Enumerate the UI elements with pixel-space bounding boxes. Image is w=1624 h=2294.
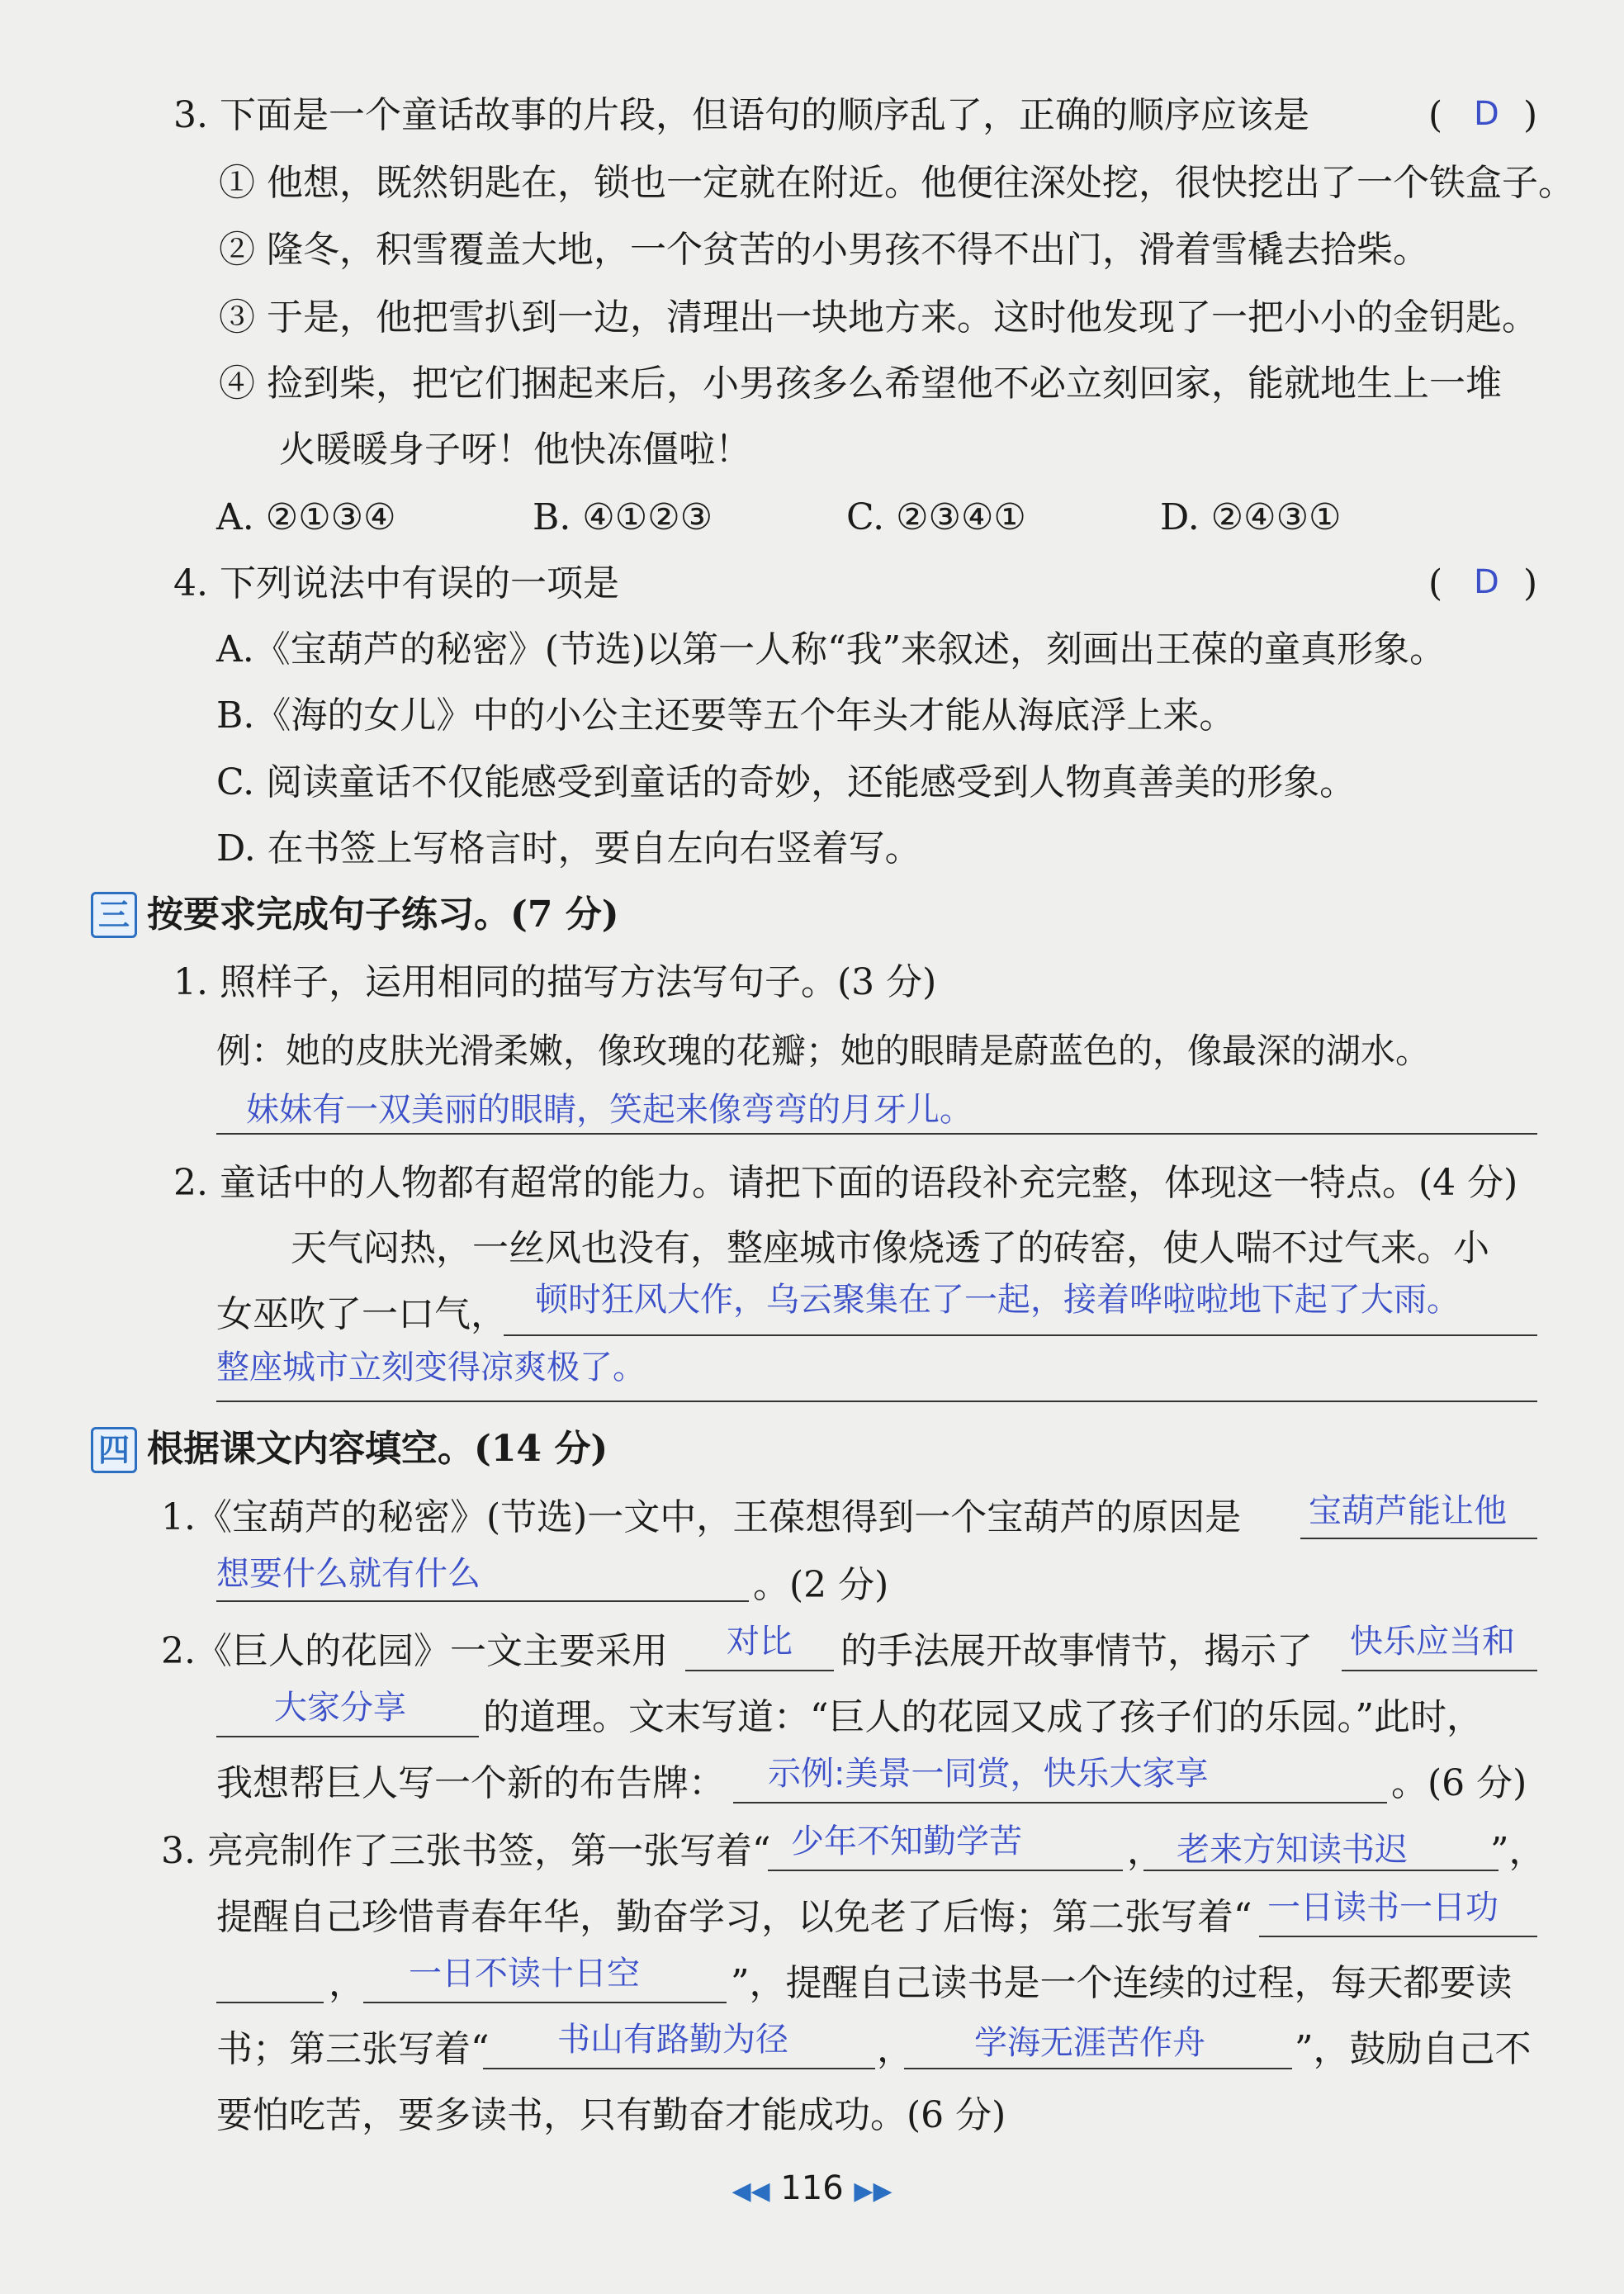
sec4-q3-text-c: 提醒自己珍惜青春年华，勤奋学习，以免老了后悔；第二张写着“ [216, 1896, 1252, 1938]
sec4-q3-answer-line-4 [363, 2002, 727, 2003]
sec4-q3-answer-6: 学海无涯苦作舟 [974, 2024, 1205, 2062]
sec4-q2-text-a: 2.《巨人的花园》一文主要采用 [161, 1630, 668, 1672]
sec4-q3-answer-4: 一日不读十日空 [409, 1955, 640, 1993]
sec4-q3-comma-3: ， [877, 2028, 913, 2070]
sec3-q1-answer-line [216, 1133, 1537, 1135]
sec4-q1-answer-line-2 [216, 1600, 749, 1602]
sec3-q1: 1. 照样子，运用相同的描写方法写句子。(3 分) [173, 961, 937, 1003]
sec4-q2-answer-line-2 [1342, 1670, 1537, 1671]
q3-sentence-1: ① 他想，既然钥匙在，锁也一定就在附近。他便往深处挖，很快挖出了一个铁盒子。 [219, 162, 1574, 204]
sec4-q3-answer-line-5 [483, 2068, 875, 2069]
sec3-q2-answer-line-2 [216, 1401, 1537, 1402]
sec4-q3-answer-1: 少年不知勤学苦 [791, 1822, 1022, 1860]
sec4-q3-answer-2: 老来方知读书迟 [1177, 1831, 1408, 1869]
sec3-q2-answer-line-1 [504, 1334, 1537, 1336]
q4-option-b: B.《海的女儿》中的小公主还要等五个年头才能从海底浮上来。 [216, 694, 1236, 737]
sec3-q1-answer: 妹妹有一双美丽的眼睛，笑起来像弯弯的月牙儿。 [246, 1091, 973, 1129]
sec4-q1-answer-2: 想要什么就有什么 [216, 1555, 481, 1593]
q3-sentence-2: ② 隆冬，积雪覆盖大地，一个贫苦的小男孩不得不出门，滑着雪橇去拾柴。 [219, 229, 1429, 271]
section-4-title: 根据课文内容填空。(14 分) [147, 1428, 608, 1470]
sec4-q1-end: 。(2 分) [753, 1564, 889, 1606]
sec3-example: 例：她的皮肤光滑柔嫩，像玫瑰的花瓣；她的眼睛是蔚蓝色的，像最深的湖水。 [216, 1031, 1431, 1071]
section-3-title: 按要求完成句子练习。(7 分) [147, 893, 619, 936]
sec4-q2-end: 。(6 分) [1391, 1762, 1527, 1804]
prev-arrows-icon: ◀◀ [732, 2177, 770, 2206]
sec4-q3-comma-1: ， [1127, 1830, 1163, 1872]
q3-sentence-4b: 火暖暖身子呀！他快冻僵啦！ [279, 429, 751, 471]
section-3-icon: 三 [91, 892, 137, 938]
sec4-q1-text: 1.《宝葫芦的秘密》(节选)一文中，王葆想得到一个宝葫芦的原因是 [161, 1496, 1242, 1538]
sec3-paragraph-line2: 女巫吹了一口气， [216, 1293, 507, 1335]
sec4-q3-answer-line-1 [768, 1870, 1123, 1871]
sec4-q2-answer-2: 快乐应当和 [1350, 1623, 1515, 1661]
sec4-q3-text-g: 要怕吃苦，要多读书，只有勤奋才能成功。(6 分) [216, 2094, 1006, 2136]
q4-stem: 4. 下列说法中有误的一项是 [173, 562, 619, 604]
sec4-q2-text-c: 的道理。文末写道：“巨人的花园又成了孩子们的乐园。”此时， [483, 1696, 1483, 1738]
sec4-q3-answer-3: 一日读书一日功 [1267, 1889, 1499, 1927]
sec4-q3-text-f: ”，鼓励自己不 [1295, 2028, 1532, 2070]
sec4-q3-comma-2: ， [329, 1962, 365, 2004]
sec4-q3-answer-line-3b [216, 2002, 324, 2003]
sec4-q3-answer-line-2 [1143, 1870, 1499, 1871]
sec4-q2-answer-1: 对比 [727, 1623, 793, 1661]
sec4-q3-answer-line-6 [904, 2068, 1292, 2069]
sec4-q3-text-e: 书；第三张写着“ [216, 2028, 490, 2070]
sec4-q3-answer-5: 书山有路勤为径 [557, 2021, 788, 2059]
q3-option-d: D. ②④③① [1160, 496, 1342, 538]
sec4-q1-answer-line-1 [1300, 1538, 1537, 1539]
q4-option-a: A.《宝葫芦的秘密》(节选)以第一人称“我”来叙述，刻画出王葆的童真形象。 [216, 628, 1446, 671]
sec4-q2-text-b: 的手法展开故事情节，揭示了 [840, 1630, 1313, 1672]
q3-sentence-4a: ④ 捡到柴，把它们捆起来后，小男孩多么希望他不必立刻回家，能就地生上一堆 [219, 363, 1502, 405]
sec4-q2-answer-line-3 [216, 1736, 479, 1737]
q4-option-d: D. 在书签上写格言时，要自左向右竖着写。 [216, 827, 921, 870]
q3-answer: D [1474, 95, 1499, 133]
sec4-q2-answer-line-4 [733, 1802, 1387, 1803]
q4-answer: D [1474, 563, 1499, 601]
q3-option-b: B. ④①②③ [533, 496, 713, 538]
next-arrows-icon: ▶▶ [854, 2177, 892, 2206]
q4-option-c: C. 阅读童话不仅能感受到童话的奇妙，还能感受到人物真善美的形象。 [216, 761, 1356, 803]
sec3-q2-answer-1: 顿时狂风大作，乌云聚集在了一起，接着哗啦啦地下起了大雨。 [535, 1281, 1460, 1319]
q3-paren-right: ) [1523, 94, 1538, 136]
sec4-q3-text-a: 3. 亮亮制作了三张书签，第一张写着“ [161, 1830, 771, 1872]
q3-stem: 3. 下面是一个童话故事的片段，但语句的顺序乱了，正确的顺序应该是 [173, 94, 1309, 136]
sec3-q2: 2. 童话中的人物都有超常的能力。请把下面的语段补充完整，体现这一特点。(4 分) [173, 1162, 1518, 1204]
sec4-q2-answer-3: 大家分享 [274, 1689, 406, 1727]
sec3-q2-answer-2: 整座城市立刻变得凉爽极了。 [216, 1348, 646, 1386]
page-number: 116 [780, 2169, 844, 2207]
sec4-q3-text-b: ”， [1490, 1830, 1546, 1872]
q3-option-a: A. ②①③④ [216, 496, 396, 538]
sec4-q2-text-d: 我想帮巨人写一个新的布告牌： [216, 1762, 725, 1804]
sec4-q3-text-d: ”，提醒自己读书是一个连续的过程，每天都要读 [731, 1962, 1513, 2004]
sec3-paragraph-line1: 天气闷热，一丝风也没有，整座城市像烧透了的砖窑，使人喘不过气来。小 [291, 1227, 1489, 1269]
sec4-q2-answer-4: 示例:美景一同赏，快乐大家享 [768, 1755, 1209, 1793]
sec4-q1-answer-1: 宝葫芦能让他 [1309, 1492, 1507, 1530]
q3-sentence-3: ③ 于是，他把雪扒到一边，清理出一块地方来。这时他发现了一把小小的金钥匙。 [219, 296, 1538, 339]
q3-option-c: C. ②③④① [846, 496, 1026, 538]
section-4-icon: 四 [91, 1427, 137, 1473]
sec4-q3-answer-line-3 [1259, 1936, 1537, 1937]
q3-paren-left: ( [1428, 94, 1443, 136]
page-footer [0, 2164, 1624, 2216]
q4-paren-left: ( [1428, 562, 1443, 604]
q4-paren-right: ) [1523, 562, 1538, 604]
sec4-q2-answer-line-1 [685, 1670, 834, 1671]
